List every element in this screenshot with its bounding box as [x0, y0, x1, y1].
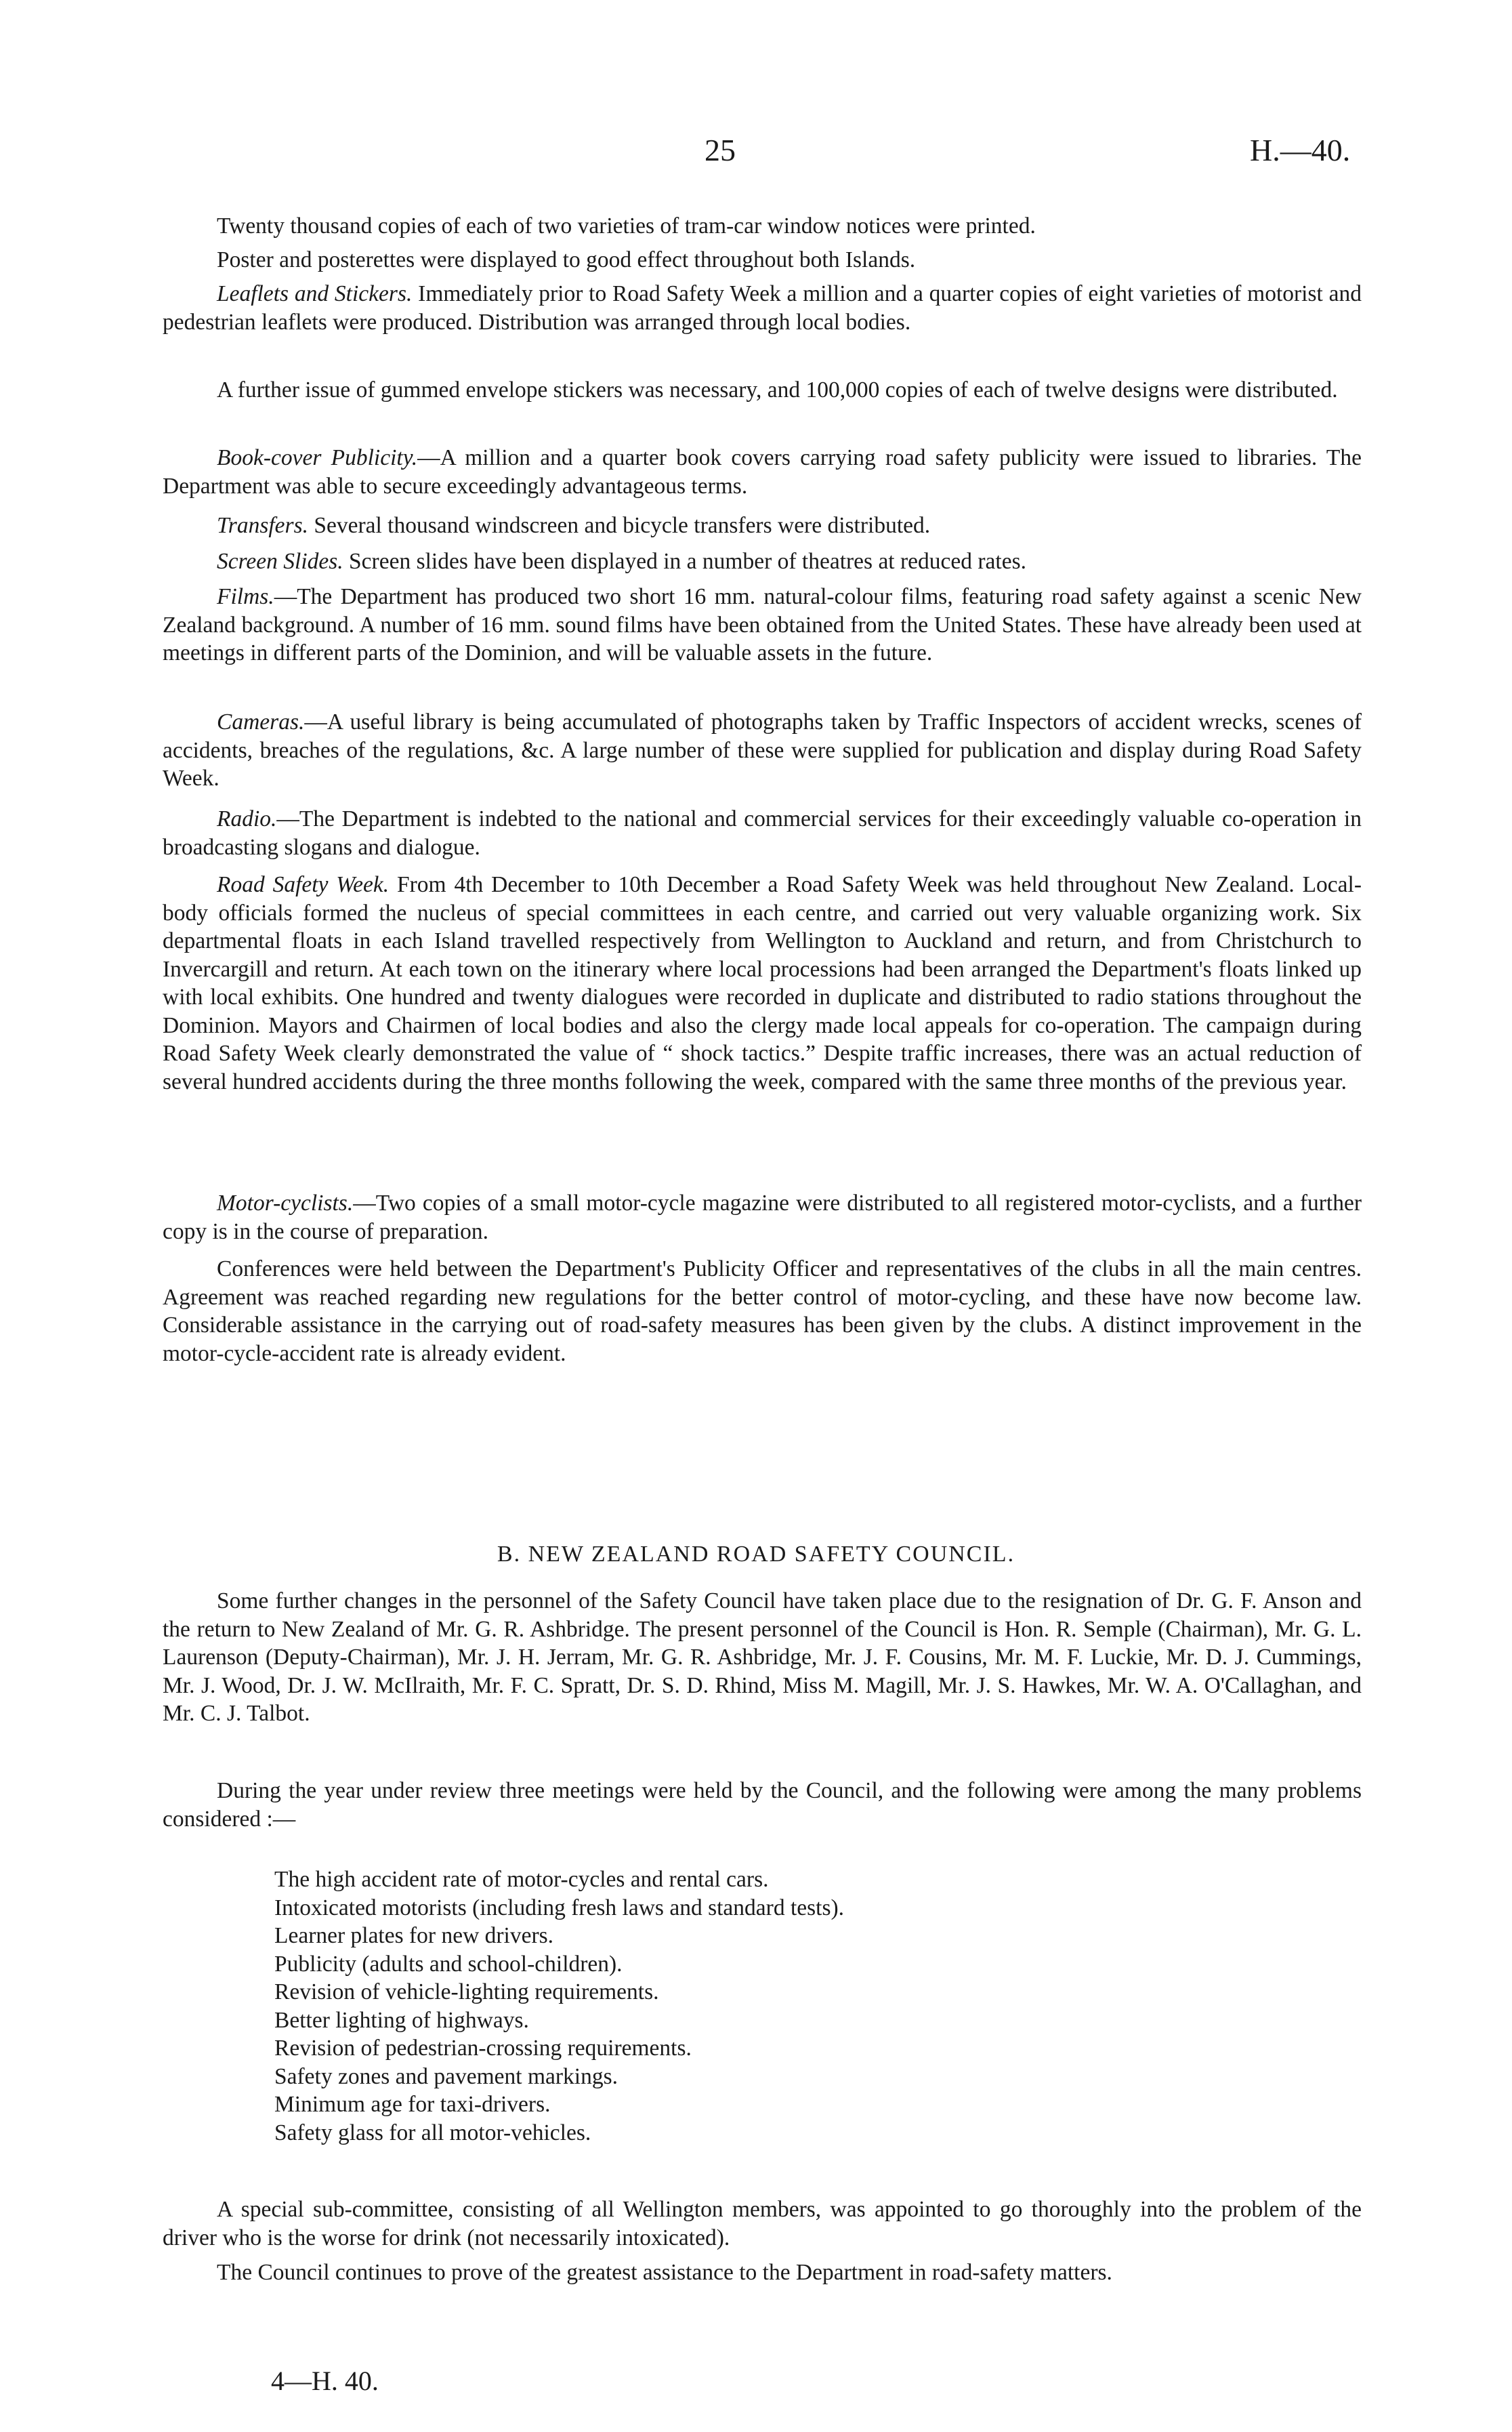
- list-item: Safety zones and pavement markings.: [274, 2063, 618, 2089]
- screen-slides-heading: Screen Slides.: [217, 549, 343, 574]
- paragraph-cameras: [163, 708, 1362, 793]
- radio-text: —The Department is indebted to the national and commercial services for their exceedingly valuable co-operation in broadcasting slogans and dialogue.: [163, 806, 1362, 860]
- paragraph-leaflets: [163, 280, 1362, 336]
- paragraph-sub-committee: A special sub-committee, consisting of all Wellington members, was appointed to go thoroughly into the problem of the driver who is the worse for drink (not necessarily intoxicated).: [163, 2197, 1362, 2250]
- films-text: —The Department has produced two short 16 mm. natural-colour films, featuring road safety against a scenic New Zealand background. A number of 16 mm. sound films have been obtained from the United States. These have already been used at meetings in different parts of the Dominion, and will be valuable assets in the future.: [163, 584, 1362, 665]
- list-item: Revision of pedestrian-crossing requirements.: [274, 2036, 692, 2061]
- road-safety-week-heading: Road Safety Week.: [217, 872, 390, 897]
- list-item: Learner plates for new drivers.: [274, 1923, 554, 1948]
- document-code: H.—40.: [1250, 133, 1351, 167]
- films-heading: Films.: [217, 584, 274, 609]
- list-item: Safety glass for all motor-vehicles.: [274, 2120, 591, 2145]
- list-item: Revision of vehicle-lighting requirements.: [274, 1979, 659, 2004]
- paragraph-transfers: [163, 512, 1362, 540]
- book-cover-text: —A million and a quarter book covers carrying road safety publicity were issued to libraries. The Department was able to secure exceedingly advantageous terms.: [163, 445, 1362, 499]
- paragraph-radio: [163, 805, 1362, 861]
- paragraph-tram-notices: Twenty thousand copies of each of two varieties of tram-car window notices were printed.: [217, 213, 1036, 239]
- radio-heading: Radio.: [217, 806, 277, 831]
- list-item: The high accident rate of motor-cycles and rental cars.: [274, 1867, 769, 1892]
- list-item: Minimum age for taxi-drivers.: [274, 2092, 551, 2117]
- paragraph-conferences: Conferences were held between the Department's Publicity Officer and representatives of the clubs in all the main centres. Agreement was reached regarding new regulations for the better control of motor-cycling, and these have now become law. Considerable assistance in the carrying out of road-safety measures has been given by the clubs. A distinct improvement in the motor-cycle-accident rate is already evident.: [163, 1256, 1362, 1366]
- paragraph-book-cover: [163, 444, 1362, 500]
- leaflets-heading: Leaflets and Stickers.: [217, 281, 413, 306]
- list-item: Publicity (adults and school-children).: [274, 1951, 623, 1977]
- paragraph-council-personnel: Some further changes in the personnel of the Safety Council have taken place due to the resignation of Dr. G. F. Anson and the return to New Zealand of Mr. G. R. Ashbridge. The present personnel of the Council is Hon. R. Semple (Chairman), Mr. G. L. Laurenson (Deputy-Chairman), Mr. J. H. Jerram, Mr. G. R. Ashbridge, Mr. J. F. Cousins, Mr. M. F. Luckie, Mr. D. J. Cummings, Mr. J. Wood, Dr. J. W. McIlraith, Mr. F. C. Spratt, Dr. S. D. Rhind, Miss M. Magill, Mr. J. S. Hawkes, Mr. W. A. O'Callaghan, and Mr. C. J. Talbot.: [163, 1588, 1362, 1726]
- footer-signature: 4—H. 40.: [271, 2366, 379, 2396]
- paragraph-posters: Poster and posterettes were displayed to good effect throughout both Islands.: [217, 247, 916, 272]
- motor-cyclists-heading: Motor-cyclists.: [217, 1191, 354, 1216]
- paragraph-motor-cyclists: [163, 1189, 1362, 1245]
- paragraph-road-safety-week: [163, 871, 1362, 1096]
- cameras-heading: Cameras.: [217, 709, 305, 735]
- paragraph-stickers: A further issue of gummed envelope stickers was necessary, and 100,000 copies of each of twelve designs were distributed.: [217, 377, 1338, 403]
- paragraph-council-assistance: The Council continues to prove of the greatest assistance to the Department in road-safety matters.: [217, 2260, 1112, 2285]
- list-item: Better lighting of highways.: [274, 2007, 529, 2033]
- list-item: Intoxicated motorists (including fresh laws and standard tests).: [274, 1895, 845, 1920]
- paragraph-council-meetings: During the year under review three meetings were held by the Council, and the following were among the many problems considered :—: [163, 1778, 1362, 1832]
- book-cover-heading: Book-cover Publicity.: [217, 445, 418, 470]
- transfers-text: Several thousand windscreen and bicycle transfers were distributed.: [308, 513, 931, 538]
- section-title: B. NEW ZEALAND ROAD SAFETY COUNCIL.: [497, 1542, 1015, 1567]
- problems-list: [274, 1866, 844, 2147]
- road-safety-week-text: From 4th December to 10th December a Road Safety Week was held throughout New Zealand. Local-body officials formed the nucleus of special committees in each centre, and carried out very valuable organizing work. Six departmental floats in each Island travelled respectively from Wellington to Auckland and return, and from Christchurch to Invercargill and return. At each town on the itinerary where local processions had been arranged the Department's floats linked up with local exhibits. One hundred and twenty dialogues were recorded in duplicate and distributed to radio stations throughout the Dominion. Mayors and Chairmen of local bodies and also the clergy made local appeals for co-operation. The campaign during Road Safety Week clearly demonstrated the value of “ shock tactics.” Despite traffic increases, there was an actual reduction of several hundred accidents during the three months following the week, compared with the same three months of the previous year.: [163, 872, 1362, 1094]
- page-number: 25: [705, 133, 736, 167]
- paragraph-films: [163, 583, 1362, 667]
- leaflets-text: Immediately prior to Road Safety Week a million and a quarter copies of eight varieties of motorist and pedestrian leaflets were produced. Distribution was arranged through local bodies.: [163, 281, 1362, 335]
- paragraph-screen-slides: [163, 548, 1362, 576]
- cameras-text: —A useful library is being accumulated of photographs taken by Traffic Inspectors of accident wrecks, scenes of accidents, breaches of the regulations, &c. A large number of these were supplied for publication and display during Road Safety Week.: [163, 709, 1362, 791]
- motor-cyclists-text: —Two copies of a small motor-cycle magazine were distributed to all registered motor-cyclists, and a further copy is in the course of preparation.: [163, 1191, 1362, 1244]
- transfers-heading: Transfers.: [217, 513, 308, 538]
- screen-slides-text: Screen slides have been displayed in a number of theatres at reduced rates.: [343, 549, 1026, 574]
